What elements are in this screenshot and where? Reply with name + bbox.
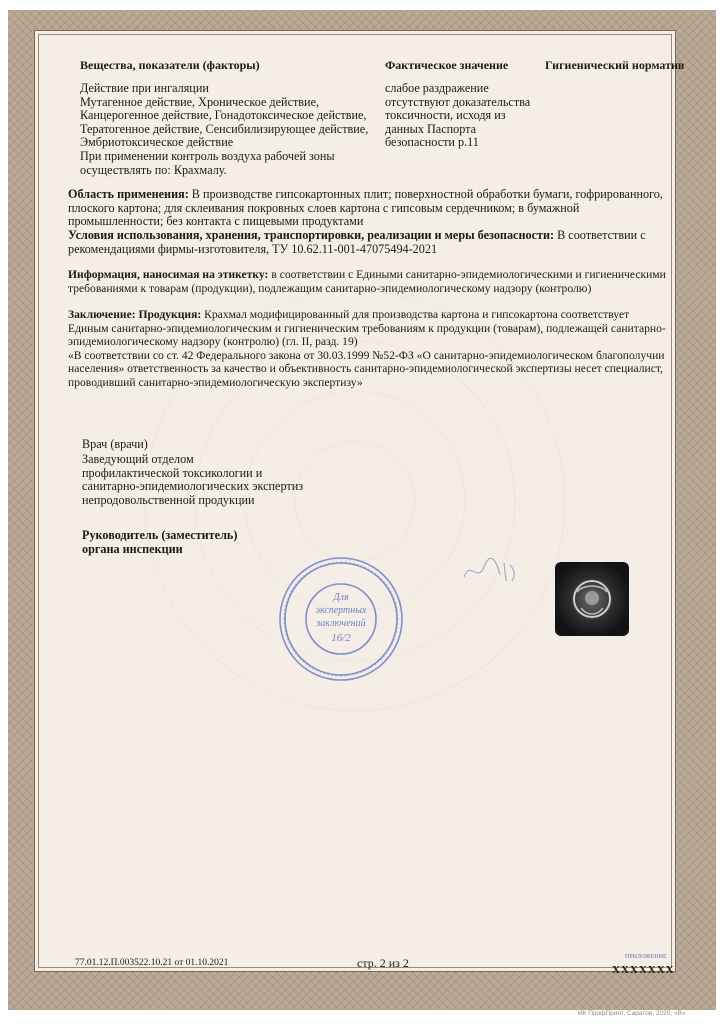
stamp-line: 16/2 bbox=[331, 632, 351, 644]
cell-line: Мутагенное действие, Хроническое действие, bbox=[80, 94, 320, 109]
label-information-label: Информация, наносимая на этикетку: bbox=[68, 268, 269, 281]
inspection-head bbox=[82, 529, 237, 556]
dept-line: непродовольственной продукции bbox=[82, 492, 255, 507]
document-number: 77.01.12.П.003522.10.21 от 01.10.2021 bbox=[75, 958, 229, 968]
substances-cell bbox=[80, 82, 380, 177]
cell-line: При применении контроль воздуха рабочей зоны bbox=[80, 148, 335, 163]
usage-conditions-text: В соответствии с рекомендациями фирмы-изготовителя, ТУ 10.62.11-001-47075494-2021 bbox=[68, 228, 646, 256]
emblem-icon bbox=[555, 562, 629, 636]
stamp-line: Для bbox=[333, 592, 349, 603]
cell-line: Эмбриотоксическое действие bbox=[80, 135, 234, 150]
doctor-title: Врач (врачи) bbox=[82, 437, 148, 451]
dept-line: санитарно-эпидемиологических экспертиз bbox=[82, 479, 304, 494]
cell-line: отсутствуют доказательства bbox=[385, 94, 531, 109]
cell-line: слабое раздражение bbox=[385, 81, 489, 95]
signature-scribble bbox=[460, 555, 520, 585]
round-stamp bbox=[277, 555, 405, 683]
application-area-text: В производстве гипсокартонных плит; поверхностной обработки бумаги, гофрированного, плоского картона; для склеивания покровных слоев картона с гипсовым сердечником; в бумажной промышленности; без контакта с пищевыми продуктами bbox=[68, 187, 663, 229]
application-area bbox=[68, 188, 668, 229]
head-line: органа инспекции bbox=[82, 541, 183, 556]
dept-line: профилактической токсикологии и bbox=[82, 465, 263, 480]
cell-line: Действие при ингаляции bbox=[80, 81, 209, 95]
application-area-label: Область применения: bbox=[68, 187, 189, 201]
cell-line: Канцерогенное действие, Гонадотоксическое действие, bbox=[80, 108, 367, 123]
stamp-line: заключений bbox=[316, 618, 366, 629]
stamp-line: экспертных bbox=[315, 605, 367, 616]
col-actual-header: Фактическое значение bbox=[385, 58, 509, 72]
printer-mark: ИК ПрофПринт, Саратов, 2020, «В» bbox=[578, 1010, 686, 1017]
dept-line: Заведующий отделом bbox=[82, 452, 194, 466]
page-number: стр. 2 из 2 bbox=[357, 956, 409, 970]
conclusion bbox=[68, 308, 668, 390]
cell-line: данных Паспорта bbox=[385, 121, 477, 136]
usage-conditions bbox=[68, 229, 668, 256]
conclusion-label: Заключение: Продукция: bbox=[68, 308, 202, 321]
head-line: Руководитель (заместитель) bbox=[82, 528, 238, 542]
col-substances-header: Вещества, показатели (факторы) bbox=[80, 58, 260, 72]
cell-line: токсичности, исходя из bbox=[385, 108, 506, 123]
department-head bbox=[82, 453, 382, 507]
cell-line: безопасности р.11 bbox=[385, 135, 479, 150]
actual-value-cell bbox=[385, 82, 545, 150]
label-information bbox=[68, 268, 668, 295]
hologram-sticker bbox=[555, 562, 629, 636]
cell-line: осуществлять по: Крахмалу. bbox=[80, 162, 227, 177]
col-norm-header: Гигиенический норматив bbox=[545, 58, 685, 72]
usage-conditions-label: Условия использования, хранения, транспортировки, реализации и меры безопасности: bbox=[68, 228, 555, 242]
serial-number: XXXXXXX bbox=[612, 964, 675, 976]
label-information-text: в соответствии с Едиными санитарно-эпидемиологическими и гигиеническими требованиями к товарам (продукции), подлежащим санитарно-эпидемиологическому надзору (контролю) bbox=[68, 268, 666, 295]
appendix-mark: ПРИЛОЖЕНИЕ bbox=[625, 954, 667, 960]
cell-line: Тератогенное действие, Сенсибилизирующее действие, bbox=[80, 121, 369, 136]
conclusion-law: «В соответствии со ст. 42 Федерального закона от 30.03.1999 №52-ФЗ «О санитарно-эпидемиологическом благополучии населения» ответственность за качество и объективность санитарно-эпидемиологической экспертизы несет специалист, проводивший санитарно-эпидемиологическую экспертизу» bbox=[68, 348, 665, 389]
conclusion-text: Крахмал модифицированный для производства картона и гипсокартона соответствует Единым санитарно-эпидемиологическим и гигиеническим требованиям к продукции (товарам), подлежащей санитарно-эпидемиологическому надзору (контролю) (гл. II, разд. 19) bbox=[68, 308, 666, 349]
